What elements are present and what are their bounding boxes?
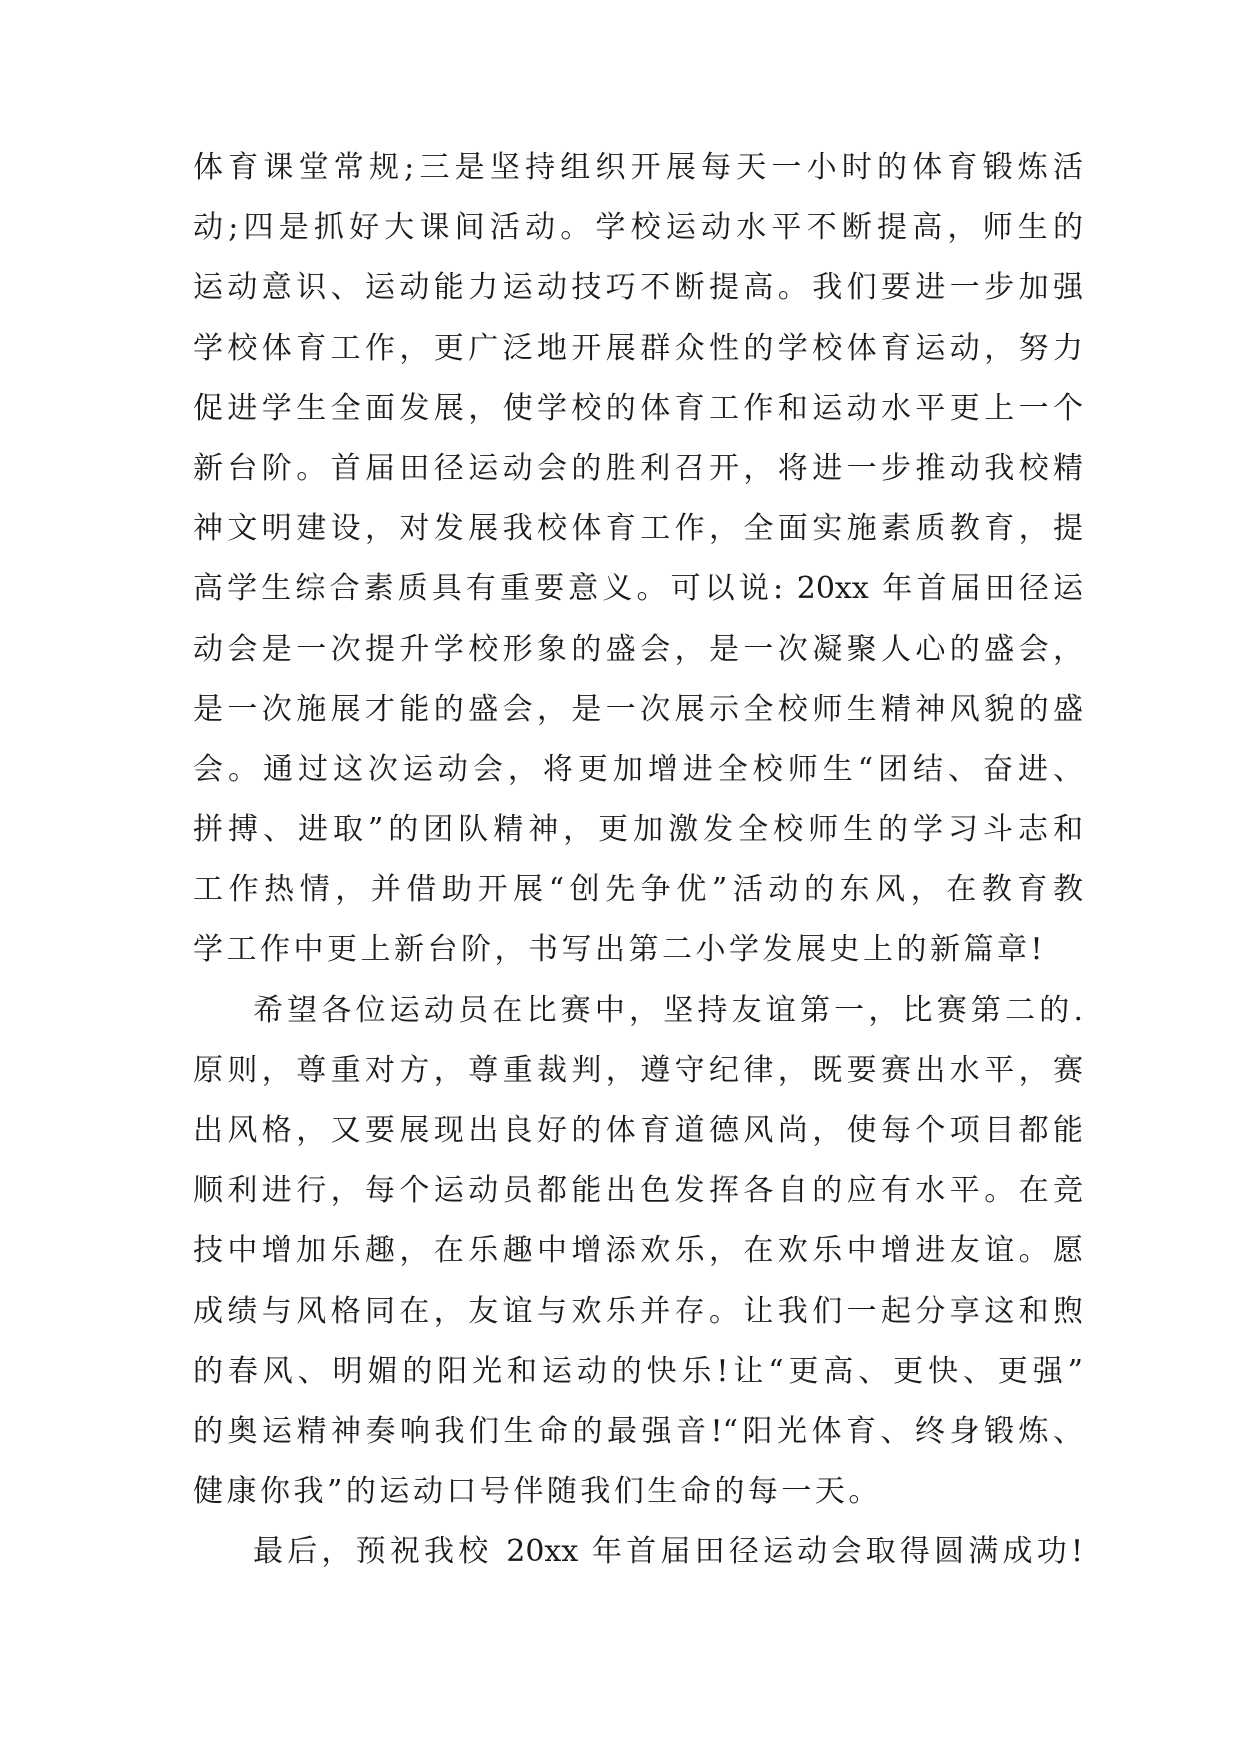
text-line: 新台阶。首届田径运动会的胜利召开，将进一步推动我校精 [193,450,1083,486]
text-line: 技中增加乐趣，在乐趣中增添欢乐，在欢乐中增进友谊。愿 [193,1233,1083,1269]
text-line: 工作热情，并借助开展“创先争优”活动的东风，在教育教 [193,872,1083,908]
text-line: 原则，尊重对方，尊重裁判，遵守纪律，既要赛出水平，赛 [193,1052,1083,1088]
text-line: 最后，预祝我校 20xx 年首届田径运动会取得圆满成功! [253,1534,1083,1570]
text-line: 运动意识、运动能力运动技巧不断提高。我们要进一步加强 [193,270,1083,306]
text-line: 体育课堂常规;三是坚持组织开展每天一小时的体育锻炼活 [193,150,1083,185]
text-line: 健康你我”的运动口号伴随我们生命的每一天。 [193,1474,882,1510]
text-line: 动;四是抓好大课间活动。学校运动水平不断提高，师生的 [193,210,1083,246]
text-line: 动会是一次提升学校形象的盛会，是一次凝聚人心的盛会， [193,631,1083,667]
text-line: 的春风、明媚的阳光和运动的快乐!让“更高、更快、更强” [193,1353,1083,1389]
text-line: 促进学生全面发展，使学校的体育工作和运动水平更上一个 [193,390,1083,426]
text-line: 神文明建设，对发展我校体育工作，全面实施素质教育，提 [193,511,1083,547]
text-line: 高学生综合素质具有重要意义。可以说: 20xx 年首届田径运 [193,571,1083,607]
text-line: 学工作中更上新台阶，书写出第二小学发展史上的新篇章! [193,932,1047,968]
text-line: 成绩与风格同在，友谊与欢乐并存。让我们一起分享这和煦 [193,1293,1083,1329]
text-line: 是一次施展才能的盛会，是一次展示全校师生精神风貌的盛 [193,691,1083,727]
text-line: 顺利进行，每个运动员都能出色发挥各自的应有水平。在竞 [193,1173,1083,1209]
text-line: 出风格，又要展现出良好的体育道德风尚，使每个项目都能 [193,1113,1083,1148]
text-line: 希望各位运动员在比赛中，坚持友谊第一，比赛第二的. [253,992,1083,1028]
text-line: 的奥运精神奏响我们生命的最强音!“阳光体育、终身锻炼、 [193,1413,1083,1449]
text-line: 会。通过这次运动会，将更加增进全校师生“团结、奋进、 [193,751,1083,787]
text-line: 学校体育工作，更广泛地开展群众性的学校体育运动，努力 [193,330,1083,366]
text-line: 拼搏、进取”的团队精神，更加激发全校师生的学习斗志和 [193,812,1083,848]
body-text [193,138,1083,1583]
